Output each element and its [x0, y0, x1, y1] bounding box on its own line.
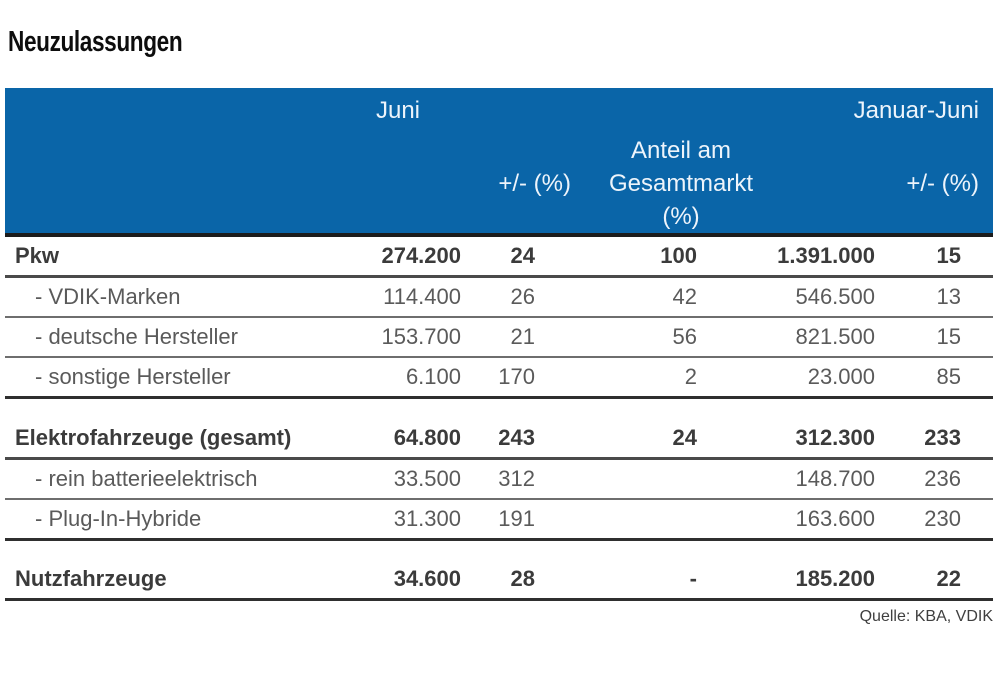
table-row	[5, 317, 993, 357]
cell-januar-juni-change: 236	[877, 458, 993, 499]
row-label: Nutzfahrzeuge	[5, 560, 333, 600]
cell-market-share: 100	[541, 235, 717, 277]
cell-januar-juni: 1.391.000	[717, 235, 877, 277]
cell-januar-juni: 185.200	[717, 560, 877, 600]
cell-januar-juni: 821.500	[717, 317, 877, 357]
cell-januar-juni-change: 15	[877, 235, 993, 277]
table-row	[5, 357, 993, 398]
section-spacer-cell	[5, 398, 993, 419]
header-spacer	[463, 88, 541, 134]
cell-juni-change: 21	[463, 317, 541, 357]
cell-juni-change: 28	[463, 560, 541, 600]
cell-januar-juni-change: 233	[877, 419, 993, 459]
table-row	[5, 458, 993, 499]
cell-juni-change: 191	[463, 499, 541, 540]
cell-market-share: -	[541, 560, 717, 600]
cell-market-share: 42	[541, 277, 717, 318]
cell-market-share: 2	[541, 357, 717, 398]
row-label: Pkw	[5, 235, 333, 277]
cell-juni-change: 312	[463, 458, 541, 499]
header-measure-row	[5, 134, 993, 235]
row-label: - VDIK-Marken	[5, 277, 333, 318]
cell-juni: 31.300	[333, 499, 463, 540]
cell-januar-juni-change: 13	[877, 277, 993, 318]
header-spacer	[541, 88, 717, 134]
cell-januar-juni: 312.300	[717, 419, 877, 459]
cell-juni: 114.400	[333, 277, 463, 318]
cell-januar-juni-change: 230	[877, 499, 993, 540]
col-header-juni-change: +/- (%)	[463, 134, 541, 235]
table-row	[5, 419, 993, 459]
cell-market-share: 24	[541, 419, 717, 459]
col-header-juni: Juni	[333, 88, 463, 134]
section-spacer-cell	[5, 539, 993, 560]
section-spacer	[5, 539, 993, 560]
header-spacer	[5, 88, 333, 134]
row-label: Elektrofahrzeuge (gesamt)	[5, 419, 333, 459]
source-note: Quelle: KBA, VDIK	[859, 608, 993, 625]
cell-januar-juni: 148.700	[717, 458, 877, 499]
table-row	[5, 235, 993, 277]
row-label: - deutsche Hersteller	[5, 317, 333, 357]
table-row	[5, 499, 993, 540]
cell-market-share: 56	[541, 317, 717, 357]
cell-juni: 34.600	[333, 560, 463, 600]
cell-juni-change: 243	[463, 419, 541, 459]
table-row	[5, 560, 993, 600]
page-title: Neuzulassungen	[8, 26, 183, 58]
cell-market-share	[541, 458, 717, 499]
col-header-januar-juni: Januar-Juni	[717, 88, 993, 134]
cell-januar-juni: 23.000	[717, 357, 877, 398]
header-period-row	[5, 88, 993, 134]
cell-januar-juni: 546.500	[717, 277, 877, 318]
share-label-line3: (%)	[662, 203, 700, 230]
cell-juni-change: 24	[463, 235, 541, 277]
col-header-januar-juni-change: +/- (%)	[877, 134, 993, 235]
cell-juni: 33.500	[333, 458, 463, 499]
cell-januar-juni-change: 85	[877, 357, 993, 398]
header-spacer	[5, 134, 333, 235]
cell-juni-change: 170	[463, 357, 541, 398]
cell-juni: 6.100	[333, 357, 463, 398]
cell-januar-juni-change: 15	[877, 317, 993, 357]
table-row	[5, 277, 993, 318]
cell-juni: 153.700	[333, 317, 463, 357]
header-spacer	[333, 134, 463, 235]
share-label-line2: Gesamtmarkt	[608, 170, 754, 197]
row-label: - rein batterieelektrisch	[5, 458, 333, 499]
row-label: - Plug-In-Hybride	[5, 499, 333, 540]
table-body	[5, 235, 993, 600]
share-label-line1: Anteil am	[630, 137, 732, 164]
cell-market-share	[541, 499, 717, 540]
cell-januar-juni-change: 22	[877, 560, 993, 600]
cell-januar-juni: 163.600	[717, 499, 877, 540]
cell-juni-change: 26	[463, 277, 541, 318]
page	[0, 26, 1000, 693]
cell-juni: 274.200	[333, 235, 463, 277]
cell-juni: 64.800	[333, 419, 463, 459]
table-header	[5, 88, 993, 235]
registrations-table	[5, 88, 993, 601]
section-spacer	[5, 398, 993, 419]
row-label: - sonstige Hersteller	[5, 357, 333, 398]
